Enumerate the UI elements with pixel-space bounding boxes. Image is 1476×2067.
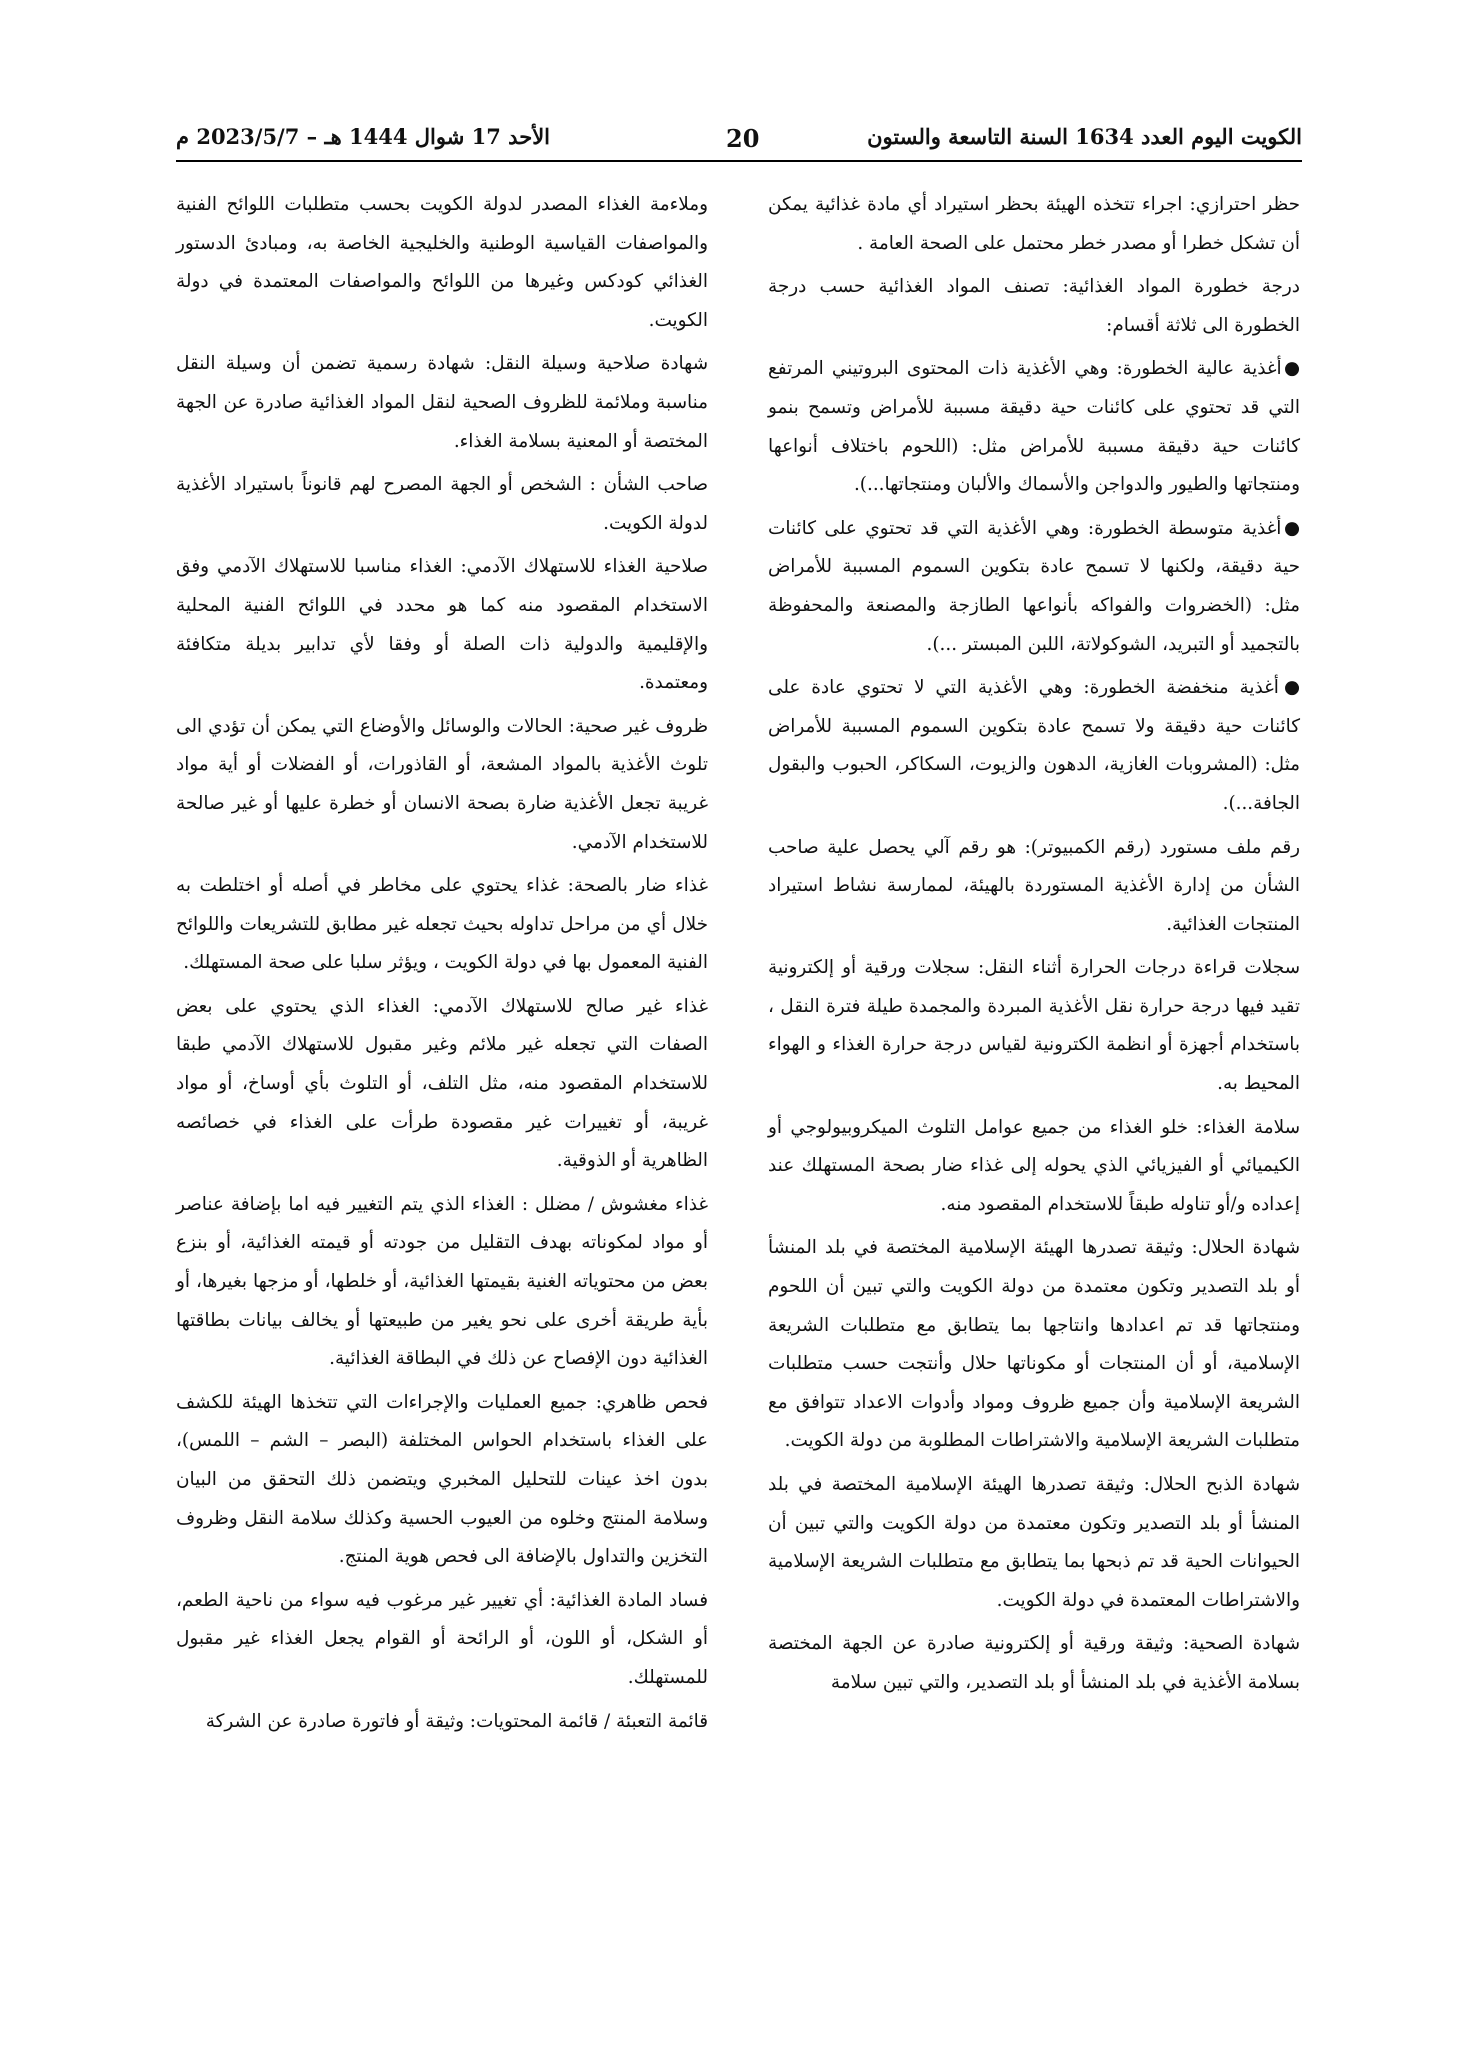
paragraph: رقم ملف مستورد (رقم الكمبيوتر): هو رقم آلي يحصل علية صاحب الشأن من إدارة الأغذية المستوردة بالهيئة، لممارسة نشاط استيراد المنتجات الغذائية. (768, 836, 1300, 935)
paragraph: غذاء غير صالح للاستهلاك الآدمي: الغذاء الذي يحتوي على بعض الصفات التي تجعله غير ملائم وغير مقبول للاستهلاك الآدمي طبقا للاستخدام المقصود منه، مثل التلف، أو التلوث بأي أوساخ، أو مواد غريبة، أو تغييرات غير مقصودة طرأت على الغذاء في خصائصه الظاهرية أو الذوقية. (176, 995, 708, 1172)
paragraph: حظر احترازي: اجراء تتخذه الهيئة بحظر استيراد أي مادة غذائية يمكن أن تشكل خطرا أو مصدر خطر محتمل على الصحة العامة . (768, 194, 1300, 254)
paragraph: شهادة الحلال: وثيقة تصدرها الهيئة الإسلامية المختصة في بلد المنشأ أو بلد التصدير وتكون معتمدة من دولة الكويت والتي تبين أن اللحوم ومنتجاتها قد تم اعدادها وانتاجها بما يتطابق مع متطلبات الشريعة الإسلامية، أو أن المنتجات أو مكوناتها حلال وأنتجت حسب متطلبات الشريعة الإسلامية وأن جميع ظروف ومواد وأدوات الاعداد تتوافق مع متطلبات الشريعة الإسلامية والاشتراطات المطلوبة من دولة الكويت. (768, 1237, 1300, 1452)
page-number: 20 (726, 124, 760, 153)
paragraph: فساد المادة الغذائية: أي تغيير غير مرغوب فيه سواء من ناحية الطعم، أو الشكل، أو اللون، أو الرائحة أو القوام يجعل الغذاء غير مقبول للمستهلك. (176, 1589, 708, 1688)
paragraph: سجلات قراءة درجات الحرارة أثناء النقل: سجلات ورقية أو إلكترونية تقيد فيها درجة حرارة نقل الأغذية المبردة والمجمدة طيلة فترة النقل ، باستخدام أجهزة أو انظمة الكترونية لقياس درجة حرارة الغذاء و الهواء المحيط به. (768, 957, 1300, 1095)
paragraph: غذاء مغشوش / مضلل : الغذاء الذي يتم التغيير فيه اما بإضافة عناصر أو مواد لمكوناته بهدف التقليل من جودته أو قيمته الغذائية، أو بنزع بعض من محتوياته الغنية بقيمتها الغذائية، أو خلطها، أو مزجها بغيرها، أو بأية طريقة أخرى على نحو يغير من طبيعتها أو يخالف بيانات بطاقتها الغذائية دون الإفصاح عن ذلك في البطاقة الغذائية. (176, 1193, 708, 1370)
paragraph: شهادة الصحية: وثيقة ورقية أو إلكترونية صادرة عن الجهة المختصة بسلامة الأغذية في بلد المنشأ أو بلد التصدير، والتي تبين سلامة (768, 1633, 1300, 1693)
right-column (768, 186, 1300, 1708)
paragraph: صاحب الشأن : الشخص أو الجهة المصرح لهم قانوناً باستيراد الأغذية لدولة الكويت. (176, 474, 708, 534)
paragraph: ●أغذية متوسطة الخطورة: وهي الأغذية التي قد تحتوي على كائنات حية دقيقة، ولكنها لا تسمح عادة بتكوين السموم المسببة للأمراض مثل: (الخضروات والفواكه بأنواعها الطازجة والمصنعة والمحفوظة بالتجميد أو التبريد، الشوكولاتة، اللبن المبستر ...). (768, 517, 1300, 655)
page-header (176, 120, 1302, 162)
gazette-issue-info: الكويت اليوم العدد 1634 السنة التاسعة والستون (867, 124, 1302, 149)
paragraph: غذاء ضار بالصحة: غذاء يحتوي على مخاطر في أصله أو اختلطت به خلال أي من مراحل تداوله بحيث تجعله غير مطابق للتشريعات واللوائح الفنية المعمول بها في دولة الكويت ، ويؤثر سلبا على صحة المستهلك. (176, 875, 708, 974)
paragraph: ●أغذية منخفضة الخطورة: وهي الأغذية التي لا تحتوي عادة على كائنات حية دقيقة ولا تسمح عادة بتكوين السموم المسببة للأمراض مثل: (المشروبات الغازية، الدهون والزيوت، السكاكر، الحبوب والبقول الجافة...). (768, 677, 1300, 814)
paragraph: فحص ظاهري: جميع العمليات والإجراءات التي تتخذها الهيئة للكشف على الغذاء باستخدام الحواس المختلفة (البصر – الشم – اللمس)، بدون اخذ عينات للتحليل المخبري ويتضمن ذلك التحقق من البيان وسلامة المنتج وخلوه من العيوب الحسية وكذلك سلامة النقل وظروف التخزين والتداول بالإضافة الى فحص هوية المنتج. (176, 1391, 708, 1568)
paragraph: شهادة صلاحية وسيلة النقل: شهادة رسمية تضمن أن وسيلة النقل مناسبة وملائمة للظروف الصحية لنقل المواد الغذائية صادرة عن الجهة المختصة أو المعنية بسلامة الغذاء. (176, 353, 708, 452)
issue-date: الأحد 17 شوال 1444 هـ – 2023/5/7 م (176, 124, 551, 149)
paragraph: وملاءمة الغذاء المصدر لدولة الكويت بحسب متطلبات اللوائح الفنية والمواصفات القياسية الوطنية والخليجية الخاصة به، ومبادئ الدستور الغذائي كودكس وغيرها من اللوائح والمواصفات المعتمدة في دولة الكويت. (176, 194, 708, 331)
paragraph: ظروف غير صحية: الحالات والوسائل والأوضاع التي يمكن أن تؤدي الى تلوث الأغذية بالمواد المشعة، أو القاذورات، أو الفضلات أو أية مواد غريبة تجعل الأغذية ضارة بصحة الانسان أو خطرة عليها أو غير صالحة للاستخدام الآدمي. (176, 715, 708, 853)
paragraph: شهادة الذبح الحلال: وثيقة تصدرها الهيئة الإسلامية المختصة في بلد المنشأ أو بلد التصدير وتكون معتمدة من دولة الكويت والتي تبين أن الحيوانات الحية قد تم ذبحها بما يتطابق مع متطلبات الشريعة الإسلامية والاشتراطات المعتمدة في دولة الكويت. (768, 1474, 1300, 1611)
paragraph: ●أغذية عالية الخطورة: وهي الأغذية ذات المحتوى البروتيني المرتفع التي قد تحتوي على كائنات حية دقيقة مسببة للأمراض وتسمح بنمو كائنات حية دقيقة مسببة للأمراض مثل: (اللحوم باختلاف أنواعها ومنتجاتها والطيور والدواجن والأسماك والألبان ومنتجاتها...). (768, 358, 1300, 496)
left-column (176, 186, 708, 1746)
paragraph: قائمة التعبئة / قائمة المحتويات: وثيقة أو فاتورة صادرة عن الشركة (205, 1710, 708, 1732)
paragraph: صلاحية الغذاء للاستهلاك الآدمي: الغذاء مناسبا للاستهلاك الآدمي وفق الاستخدام المقصود منه كما هو محدد في اللوائح الفنية المحلية والإقليمية والدولية ذات الصلة أو وفقا لأي تدابير بديلة متكافئة ومعتمدة. (176, 556, 708, 694)
paragraph: درجة خطورة المواد الغذائية: تصنف المواد الغذائية حسب درجة الخطورة الى ثلاثة أقسام: (768, 276, 1300, 336)
paragraph: سلامة الغذاء: خلو الغذاء من جميع عوامل التلوث الميكروبيولوجي أو الكيميائي أو الفيزيائي الذي يحوله إلى غذاء ضار بصحة المستهلك عند إعداده و/أو تناوله طبقاً للاستخدام المقصود منه. (768, 1116, 1300, 1215)
